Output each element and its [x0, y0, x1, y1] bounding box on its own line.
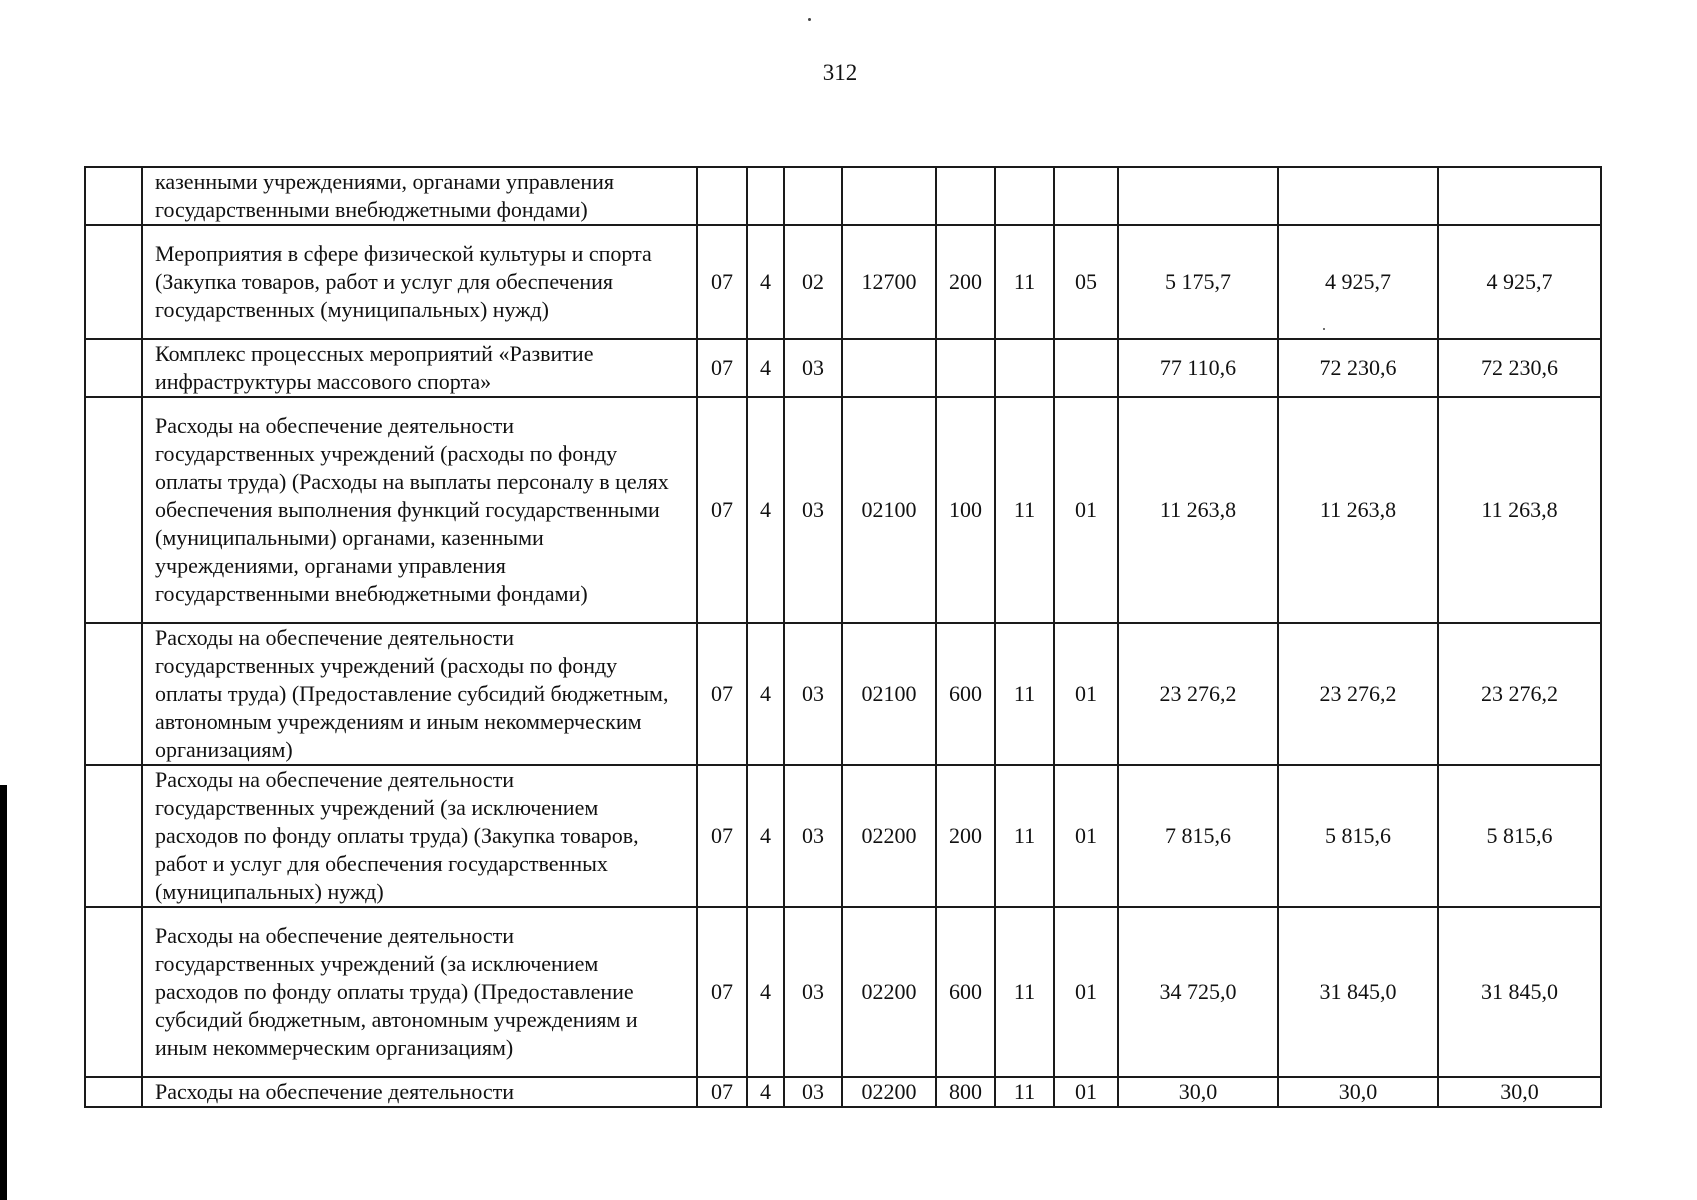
code-program: 4 — [747, 765, 784, 907]
code-expense-type: 600 — [936, 907, 995, 1077]
code-division: 11 — [995, 623, 1054, 765]
code-program — [747, 167, 784, 225]
code-expense-type: 200 — [936, 225, 995, 339]
code-subdivision — [1054, 167, 1118, 225]
index-cell — [85, 907, 142, 1077]
code-expense-type — [936, 167, 995, 225]
page-number: 312 — [822, 60, 858, 85]
code-program: 4 — [747, 339, 784, 397]
table-row — [85, 339, 1601, 397]
row-description: Расходы на обеспечение деятельности государственных учреждений (за исключением расходов по фонду оплаты труда) (Предоставление субсидий бюджетным, автономным учреждениям и иным некоммерческим организациям) — [142, 907, 697, 1077]
code-program: 4 — [747, 1077, 784, 1107]
code-section: 07 — [697, 225, 747, 339]
code-direction: 02100 — [842, 623, 936, 765]
code-expense-type: 600 — [936, 623, 995, 765]
code-expense-type — [936, 339, 995, 397]
row-description: Расходы на обеспечение деятельности государственных учреждений (за исключением расходов по фонду оплаты труда) (Закупка товаров, работ и услуг для обеспечения государственных (муниципальных) нужд) — [142, 765, 697, 907]
code-program: 4 — [747, 623, 784, 765]
table-row — [85, 623, 1601, 765]
code-subprogram: 03 — [784, 907, 842, 1077]
code-program: 4 — [747, 225, 784, 339]
index-cell — [85, 167, 142, 225]
table-row — [85, 907, 1601, 1077]
index-cell — [85, 225, 142, 339]
code-direction: 02200 — [842, 1077, 936, 1107]
code-subprogram: 03 — [784, 623, 842, 765]
code-expense-type: 200 — [936, 765, 995, 907]
amount-year-3: 72 230,6 — [1438, 339, 1601, 397]
code-division: 11 — [995, 1077, 1054, 1107]
index-cell — [85, 397, 142, 623]
code-subdivision: 01 — [1054, 765, 1118, 907]
code-division: 11 — [995, 225, 1054, 339]
row-description: казенными учреждениями, органами управления государственными внебюджетными фондами) — [142, 167, 697, 225]
code-subprogram: 03 — [784, 765, 842, 907]
amount-year-2: 23 276,2 — [1278, 623, 1438, 765]
amount-year-3: 11 263,8 — [1438, 397, 1601, 623]
code-section: 07 — [697, 397, 747, 623]
code-subprogram: 02 — [784, 225, 842, 339]
code-section: 07 — [697, 623, 747, 765]
row-description: Расходы на обеспечение деятельности — [142, 1077, 697, 1107]
code-section: 07 — [697, 1077, 747, 1107]
code-program: 4 — [747, 397, 784, 623]
amount-year-1: 5 175,7 — [1118, 225, 1278, 339]
code-subprogram — [784, 167, 842, 225]
index-cell — [85, 623, 142, 765]
amount-year-2 — [1278, 167, 1438, 225]
code-division: 11 — [995, 907, 1054, 1077]
amount-year-3 — [1438, 167, 1601, 225]
index-cell — [85, 339, 142, 397]
code-direction: 12700 — [842, 225, 936, 339]
code-direction: 02200 — [842, 907, 936, 1077]
amount-year-3: 30,0 — [1438, 1077, 1601, 1107]
code-subdivision: 01 — [1054, 1077, 1118, 1107]
code-section — [697, 167, 747, 225]
row-description: Мероприятия в сфере физической культуры и спорта (Закупка товаров, работ и услуг для обеспечения государственных (муниципальных) нужд) — [142, 225, 697, 339]
table-body — [85, 167, 1601, 1107]
code-program: 4 — [747, 907, 784, 1077]
amount-year-2: 31 845,0 — [1278, 907, 1438, 1077]
amount-year-2: 5 815,6 — [1278, 765, 1438, 907]
amount-year-1: 11 263,8 — [1118, 397, 1278, 623]
amount-year-3: 5 815,6 — [1438, 765, 1601, 907]
scan-edge-mark — [0, 785, 7, 1200]
index-cell — [85, 765, 142, 907]
code-subprogram: 03 — [784, 397, 842, 623]
code-subprogram: 03 — [784, 339, 842, 397]
row-description: Комплекс процессных мероприятий «Развитие инфраструктуры массового спорта» — [142, 339, 697, 397]
amount-year-2: 30,0 — [1278, 1077, 1438, 1107]
table-row — [85, 167, 1601, 225]
code-division — [995, 339, 1054, 397]
code-subprogram: 03 — [784, 1077, 842, 1107]
code-direction — [842, 339, 936, 397]
code-expense-type: 800 — [936, 1077, 995, 1107]
row-description: Расходы на обеспечение деятельности государственных учреждений (расходы по фонду оплаты труда) (Расходы на выплаты персоналу в целях обеспечения выполнения функций государственными (муниципальными) органами, казенными учреждениями, органами управления государственными внебюджетными фондами) — [142, 397, 697, 623]
table-row — [85, 397, 1601, 623]
row-description: Расходы на обеспечение деятельности государственных учреждений (расходы по фонду оплаты труда) (Предоставление субсидий бюджетным, автономным учреждениям и иным некоммерческим организациям) — [142, 623, 697, 765]
code-direction: 02200 — [842, 765, 936, 907]
code-section: 07 — [697, 907, 747, 1077]
code-division: 11 — [995, 765, 1054, 907]
code-subdivision: 05 — [1054, 225, 1118, 339]
table-row — [85, 765, 1601, 907]
amount-year-1: 30,0 — [1118, 1077, 1278, 1107]
code-subdivision: 01 — [1054, 623, 1118, 765]
code-subdivision: 01 — [1054, 397, 1118, 623]
amount-year-3: 31 845,0 — [1438, 907, 1601, 1077]
code-division: 11 — [995, 397, 1054, 623]
amount-year-2: 11 263,8 — [1278, 397, 1438, 623]
code-section: 07 — [697, 765, 747, 907]
code-section: 07 — [697, 339, 747, 397]
table-row — [85, 225, 1601, 339]
code-direction — [842, 167, 936, 225]
code-expense-type: 100 — [936, 397, 995, 623]
index-cell — [85, 1077, 142, 1107]
amount-year-2: 4 925,7 — [1278, 225, 1438, 339]
code-subdivision: 01 — [1054, 907, 1118, 1077]
amount-year-1: 77 110,6 — [1118, 339, 1278, 397]
amount-year-1 — [1118, 167, 1278, 225]
code-direction: 02100 — [842, 397, 936, 623]
amount-year-1: 7 815,6 — [1118, 765, 1278, 907]
amount-year-2: 72 230,6 — [1278, 339, 1438, 397]
code-subdivision — [1054, 339, 1118, 397]
budget-table — [84, 166, 1602, 1108]
scan-speck — [808, 18, 811, 21]
amount-year-1: 23 276,2 — [1118, 623, 1278, 765]
amount-year-3: 23 276,2 — [1438, 623, 1601, 765]
code-division — [995, 167, 1054, 225]
table-row — [85, 1077, 1601, 1107]
amount-year-1: 34 725,0 — [1118, 907, 1278, 1077]
amount-year-3: 4 925,7 — [1438, 225, 1601, 339]
